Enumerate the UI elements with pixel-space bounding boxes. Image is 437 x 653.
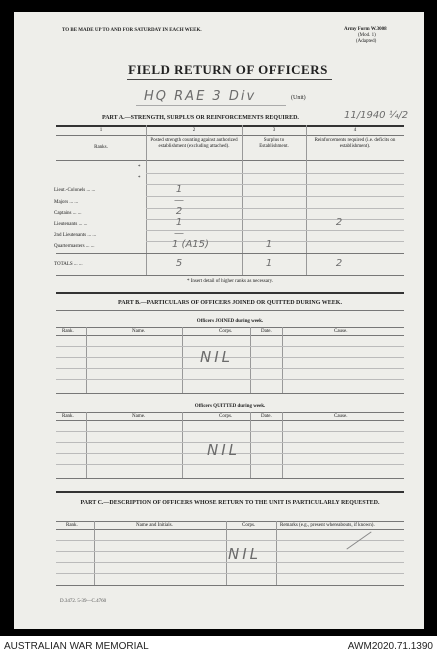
totals-reinf: 2 xyxy=(335,258,343,269)
quitted-vline-2 xyxy=(182,412,183,478)
quitted-col-corps: Corps. xyxy=(219,414,233,419)
joined-col-date: Date. xyxy=(261,329,272,334)
quitted-header-top xyxy=(56,412,404,413)
joined-nil: NIL xyxy=(200,348,234,366)
quitted-col-rank: Rank. xyxy=(62,414,74,419)
part-a-title: PART A.—STRENGTH, SURPLUS OR REINFORCEMENTS REQUIRED. xyxy=(102,115,299,121)
surplus-quartermasters: 1 xyxy=(265,239,273,250)
joined-vline-4 xyxy=(282,327,283,393)
part-c-bottom-rule xyxy=(56,585,404,586)
part-c-row-1 xyxy=(56,540,404,541)
page-title: FIELD RETURN OF OFFICERS xyxy=(128,62,328,77)
totals-label: TOTALS ... ... xyxy=(54,262,83,267)
col-header-reinf: Reinforcements required (i.e. deficits on establishment). xyxy=(314,138,396,149)
joined-col-rank: Rank. xyxy=(62,329,74,334)
col-num-4: 4 xyxy=(353,128,357,133)
part-c-title: PART C.—DESCRIPTION OF OFFICERS WHOSE RETURN TO THE UNIT IS PARTICULARLY REQUESTED. xyxy=(80,500,380,506)
title-underline xyxy=(127,79,332,80)
footer-institution: AUSTRALIAN WAR MEMORIAL xyxy=(4,641,149,652)
joined-header-top xyxy=(56,327,404,328)
col-header-posted: Posted strength counting against authorized establishment (excluding attached). xyxy=(150,138,238,149)
quitted-row-1 xyxy=(56,431,404,432)
joined-col-cause: Cause. xyxy=(334,329,348,334)
joined-row-3 xyxy=(56,368,404,369)
part-a-top-rule xyxy=(56,125,404,127)
form-mod: (Mod. 1) xyxy=(358,33,376,38)
joined-col-corps: Corps. xyxy=(219,329,233,334)
quitted-col-cause: Cause. xyxy=(334,414,348,419)
joined-col-name: Name. xyxy=(132,329,146,334)
form-number: Army Form W.3008 xyxy=(344,27,387,32)
joined-row-4 xyxy=(56,379,404,380)
rank-lieut-colonels: Lieut.-Colonels ... ... xyxy=(54,188,96,193)
rank-quartermasters: Quartermasters ... ... xyxy=(54,244,95,249)
part-c-vline-3 xyxy=(276,521,277,585)
rank-row-2: * xyxy=(138,176,141,181)
part-c-row-4 xyxy=(56,573,404,574)
joined-vline-1 xyxy=(86,327,87,393)
print-code: D.3472. 5-39—C.4760 xyxy=(60,599,107,604)
totals-posted: 5 xyxy=(175,258,183,269)
rank-2nd-lieutenants: 2nd Lieutenants ... ... xyxy=(54,233,97,238)
col-num-1: 1 xyxy=(99,128,103,133)
part-c-header-bottom xyxy=(56,529,404,530)
posted-2nd-lieutenants: — xyxy=(174,228,184,239)
quitted-vline-1 xyxy=(86,412,87,478)
joined-title: Officers JOINED during week. xyxy=(196,319,264,324)
joined-header-bottom xyxy=(56,335,404,336)
unit-label: (Unit) xyxy=(291,95,306,101)
posted-lieutenants: 1 xyxy=(175,217,183,228)
joined-row-1 xyxy=(56,346,404,347)
document-page xyxy=(14,12,424,629)
col-header-surplus: Surplus to Establishment. xyxy=(259,138,289,149)
posted-majors: — xyxy=(174,195,184,206)
quitted-col-date: Date. xyxy=(261,414,272,419)
part-a-note: * Insert detail of higher ranks as necessary. xyxy=(186,279,274,284)
rank-lieutenants: Lieutenants ... ... xyxy=(54,222,88,227)
part-c-col-name: Name and Initials. xyxy=(136,523,173,528)
form-adapted: (Adapted) xyxy=(356,39,377,44)
footer-accession: AWM2020.71.1390 xyxy=(347,641,433,652)
part-c-top-rule xyxy=(56,491,404,493)
posted-lieut-colonels: 1 xyxy=(175,184,183,195)
totals-top-rule xyxy=(56,253,404,254)
part-b-title: PART B.—PARTICULARS OF OFFICERS JOINED OR QUITTED DURING WEEK. xyxy=(118,300,342,306)
part-c-vline-1 xyxy=(94,521,95,585)
part-c-vline-2 xyxy=(226,521,227,585)
part-c-col-remarks: Remarks (e.g., present whereabouts, if known). xyxy=(280,523,375,528)
archive-footer xyxy=(0,636,437,653)
unit-underline xyxy=(136,105,286,106)
totals-surplus: 1 xyxy=(265,258,273,269)
part-b-top-rule xyxy=(56,292,404,294)
date-handwritten: 11/1940 ¼/2 xyxy=(344,110,409,121)
quitted-vline-4 xyxy=(282,412,283,478)
unit-handwritten: HQ RAE 3 Div xyxy=(144,89,257,104)
rank-captains: Captains ... ... xyxy=(54,211,82,216)
part-a-bottom-rule xyxy=(56,275,404,276)
part-c-col-rank: Rank. xyxy=(66,523,78,528)
header-instruction: TO BE MADE UP TO AND FOR SATURDAY IN EACH WEEK. xyxy=(62,28,202,33)
joined-bottom-rule xyxy=(56,393,404,394)
reinf-lieutenants: 2 xyxy=(335,217,343,228)
part-c-header-top xyxy=(56,521,404,522)
quitted-vline-3 xyxy=(250,412,251,478)
col-num-2: 2 xyxy=(192,128,196,133)
quitted-row-4 xyxy=(56,464,404,465)
col-header-ranks: Ranks. xyxy=(94,145,108,150)
col-header-rule xyxy=(56,160,404,161)
quitted-col-name: Name. xyxy=(132,414,146,419)
rank-majors: Majors ... ... xyxy=(54,200,79,205)
joined-vline-2 xyxy=(182,327,183,393)
rank-row-1: * xyxy=(138,165,141,170)
posted-captains: 2 xyxy=(175,206,183,217)
col-num-rule xyxy=(56,135,404,136)
quitted-bottom-rule xyxy=(56,478,404,479)
posted-quartermasters: 1 (A15) xyxy=(172,239,209,250)
part-c-nil: NIL xyxy=(228,545,262,563)
part-b-title-rule xyxy=(56,310,404,311)
quitted-title: Officers QUITTED during week. xyxy=(194,404,266,409)
part-c-col-corps: Corps. xyxy=(242,523,256,528)
row-rule-1 xyxy=(146,173,404,174)
quitted-header-bottom xyxy=(56,420,404,421)
joined-vline-3 xyxy=(250,327,251,393)
col-num-3: 3 xyxy=(272,128,276,133)
quitted-nil: NIL xyxy=(207,441,241,459)
